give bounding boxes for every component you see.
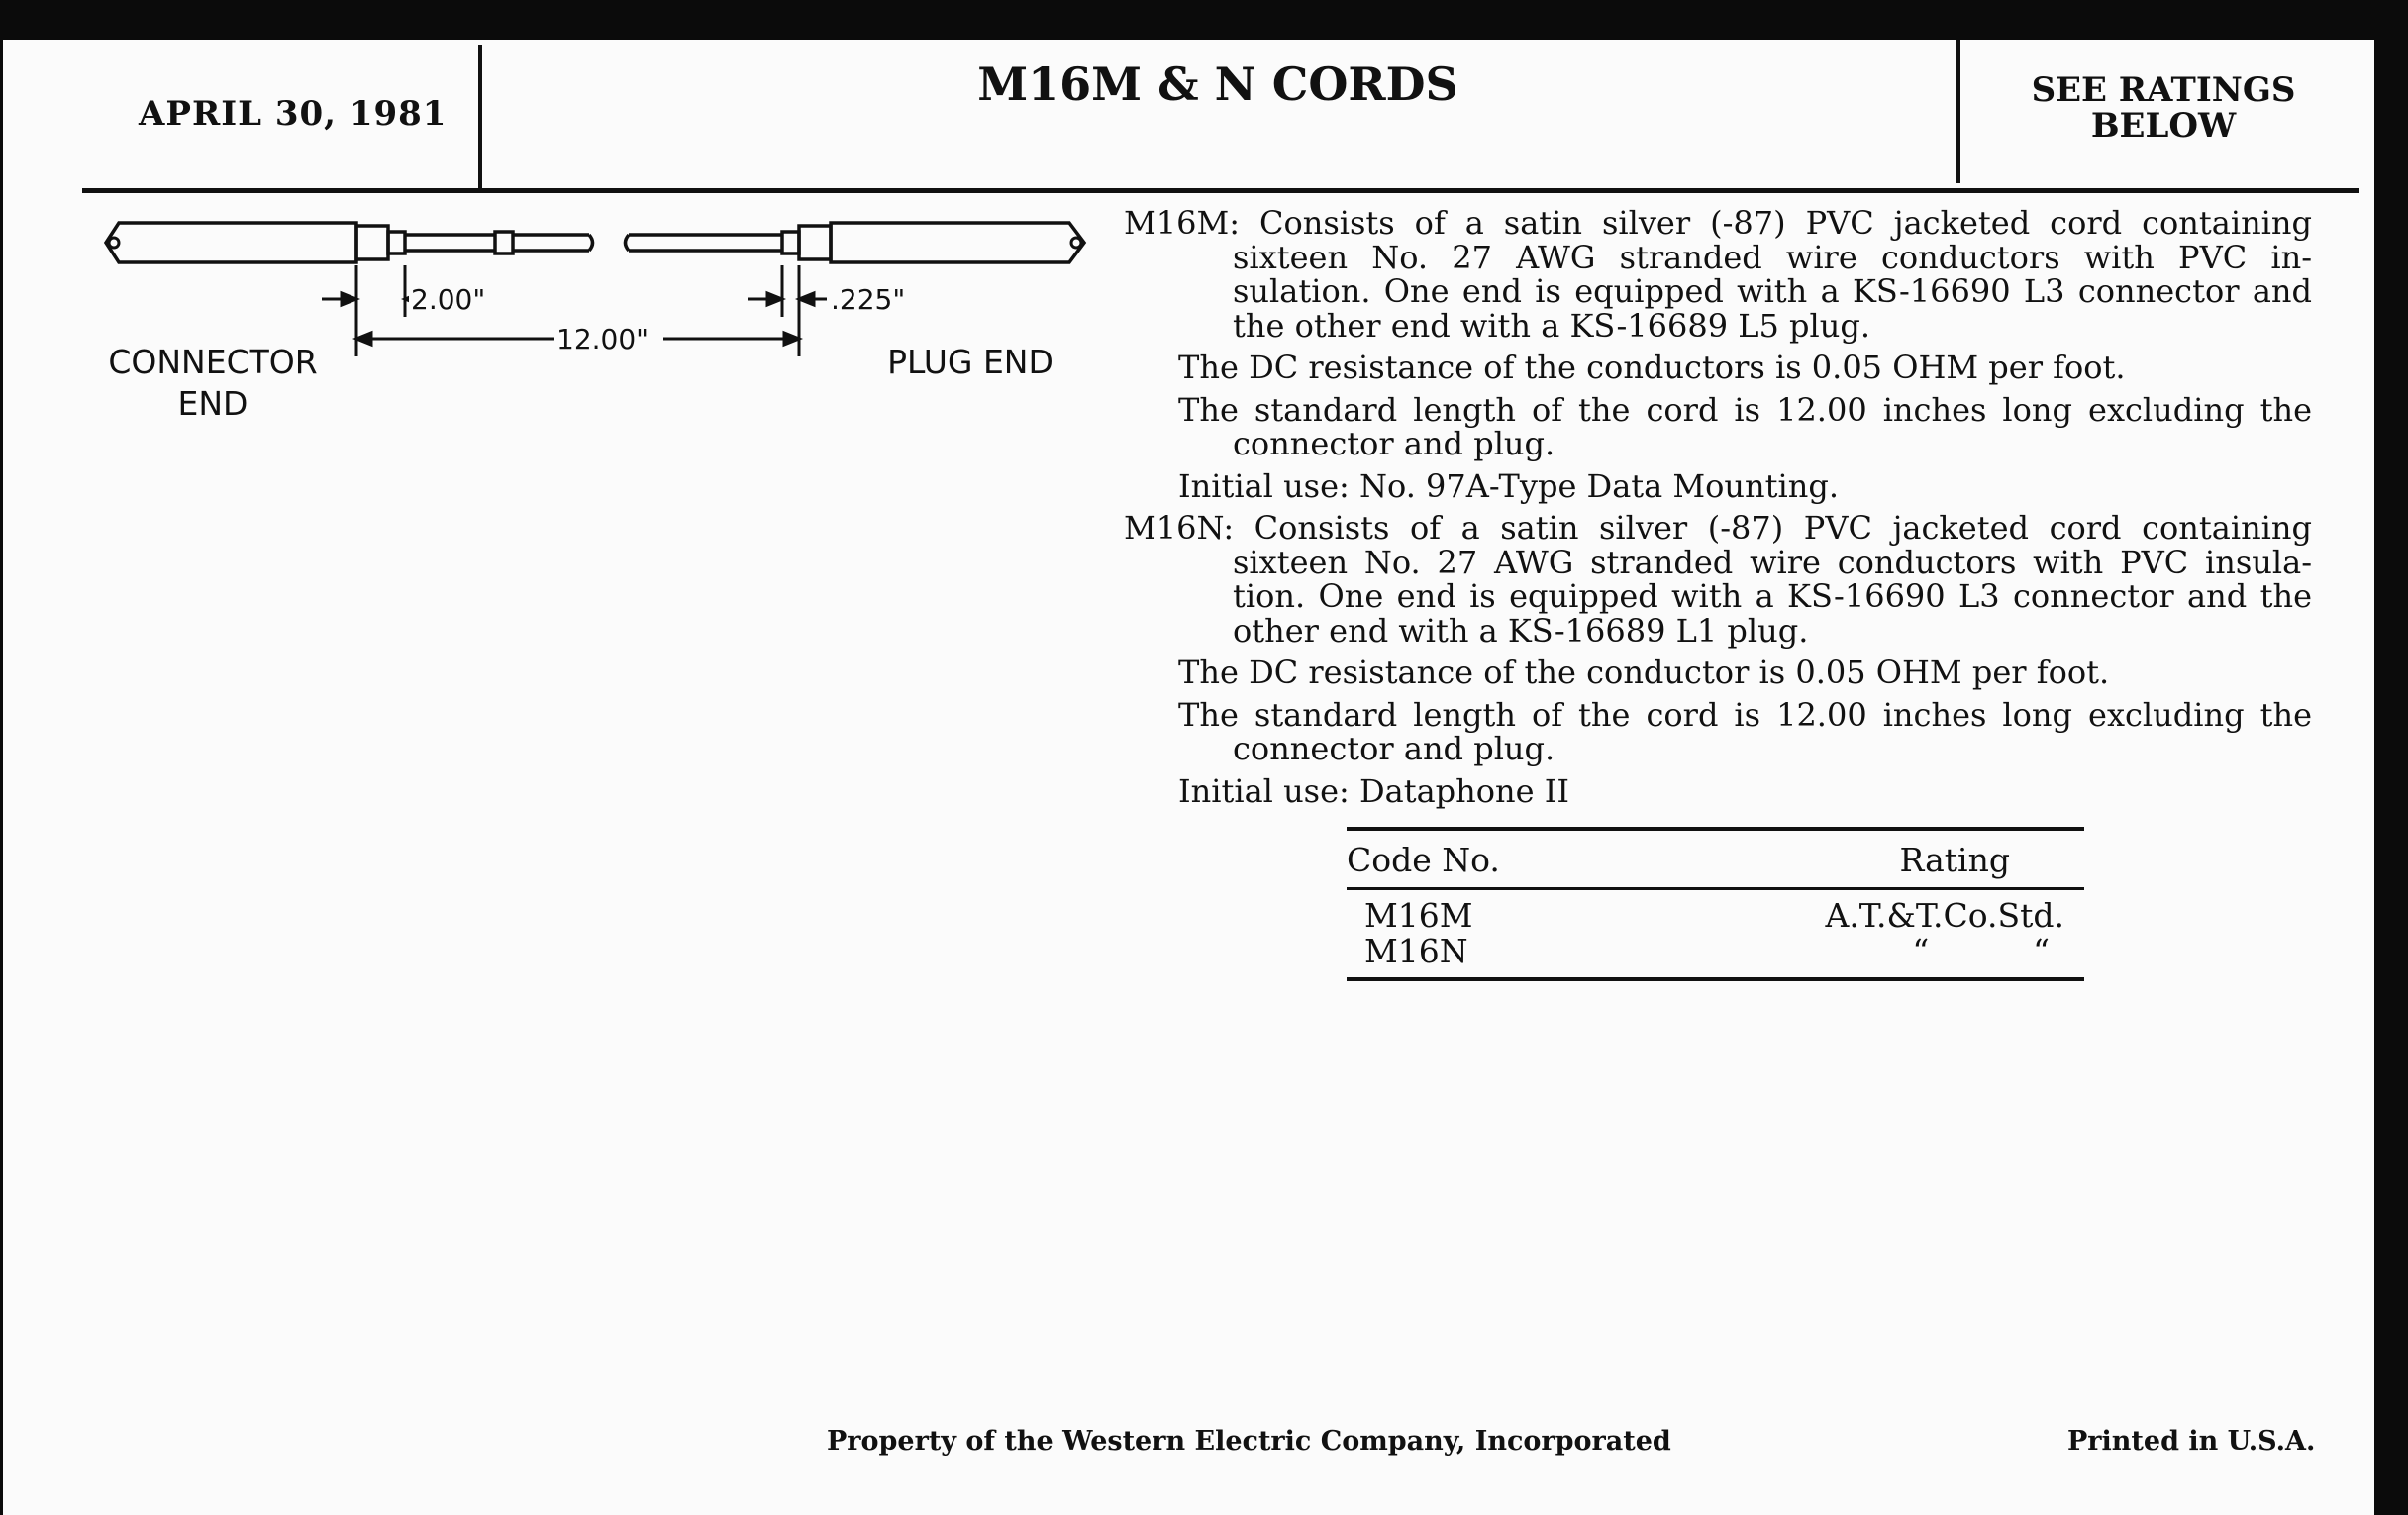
table-bottom-rule <box>1347 977 2084 981</box>
dimension-plug: .225" <box>831 283 906 316</box>
header-rule <box>82 188 2359 193</box>
cord-diagram <box>94 208 1114 455</box>
ratings-note <box>1965 72 2361 144</box>
header-date: APRIL 30, 1981 <box>139 94 448 134</box>
m16m-length: The standard length of the cord is 12.00 inches long excluding the connector and plug. <box>1178 390 2312 462</box>
footer-printed: Printed in U.S.A. <box>2067 1426 2316 1457</box>
plug-pin <box>1071 238 1081 248</box>
connector-end-label-line2: END <box>177 384 249 423</box>
connector-end-label <box>104 342 322 425</box>
table-row <box>1347 890 2084 934</box>
footer-property: Property of the Western Electric Company, Incorporated <box>827 1426 1671 1457</box>
dimension-short: 2.00" <box>411 283 486 316</box>
plug-collar <box>799 226 831 259</box>
connector-end-label-line1: CONNECTOR <box>108 343 318 381</box>
connector-body <box>106 223 356 262</box>
ratings-table <box>1347 827 2084 981</box>
plug-body <box>831 223 1084 262</box>
row-rating: A.T.&T.Co.Std. <box>1825 896 2064 935</box>
m16m-initial-use: Initial use: No. 97A-Type Data Mounting. <box>1178 466 1839 505</box>
table-header-row <box>1347 831 2084 887</box>
description-text <box>1124 206 2312 808</box>
col-code-header: Code No. <box>1347 841 1500 879</box>
cord-segment-left-end <box>513 235 593 251</box>
connector-collar <box>356 226 388 259</box>
plug-end-label: PLUG END <box>887 343 1054 381</box>
row-code: M16N <box>1364 932 1468 970</box>
m16n-initial-use: Initial use: Dataphone II <box>1178 771 1570 810</box>
m16n-description: M16N: Consists of a satin silver (-87) PVC jacketed cord containing sixteen No. 27 AWG stranded wire conductors with PVC insulation. One end is equipped with a KS-16690 L3 connector and the other end with a KS-16689 L1 plug. <box>1124 509 2312 650</box>
table-row <box>1347 934 2084 977</box>
m16n-resistance: The DC resistance of the conductor is 0.05 OHM per foot. <box>1178 654 2110 691</box>
ratings-note-line2: BELOW <box>2090 106 2237 146</box>
connector-band <box>388 232 405 253</box>
cord-marker <box>495 232 513 253</box>
connector-pin <box>109 238 119 248</box>
row-code: M16M <box>1364 896 1473 935</box>
page-title: M16M & N CORDS <box>977 57 1458 111</box>
row-rating: “ “ <box>1912 932 2050 970</box>
cord-segment-left <box>405 235 495 251</box>
dimension-long: 12.00" <box>556 323 650 355</box>
m16m-description: M16M: Consists of a satin silver (-87) PVC jacketed cord containing sixteen No. 27 AWG stranded wire conductors with PVC insulation. One end is equipped with a KS-16690 L3 connector and the other end with a KS-16689 L5 plug. <box>1124 204 2312 345</box>
cord-segment-right-start <box>626 235 783 251</box>
col-rating-header: Rating <box>1899 841 2010 879</box>
m16m-resistance: The DC resistance of the conductors is 0.05 OHM per foot. <box>1178 349 2126 386</box>
m16n-length: The standard length of the cord is 12.00 inches long excluding the connector and plug. <box>1178 695 2312 767</box>
ratings-note-line1: SEE RATINGS <box>2031 70 2296 110</box>
plug-band <box>782 232 799 253</box>
